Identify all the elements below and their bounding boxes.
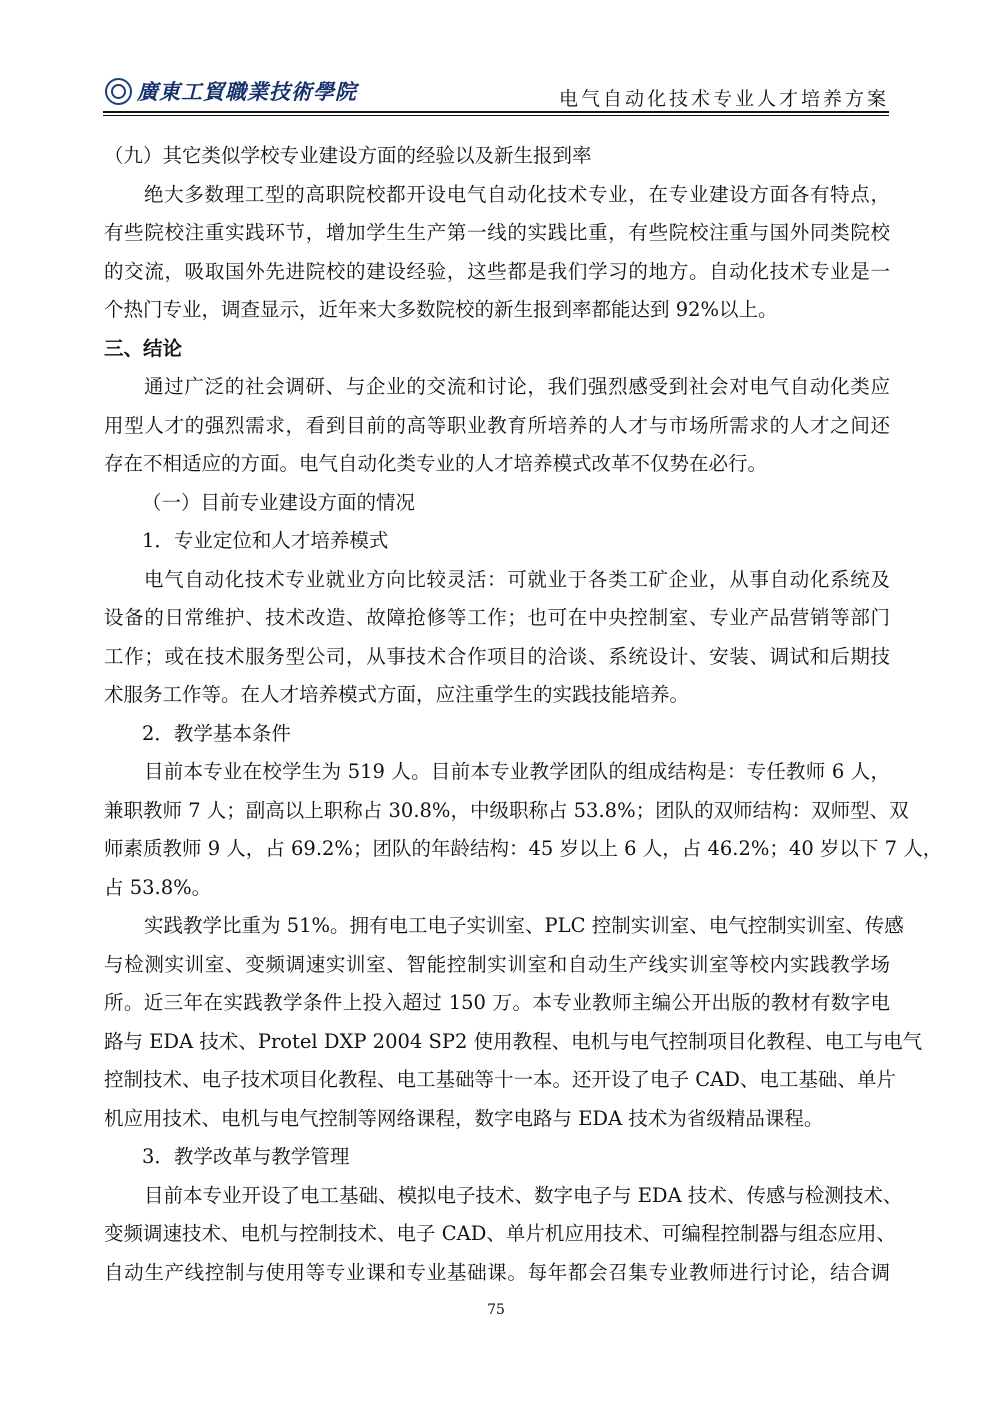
page-number: 75 — [487, 1302, 505, 1318]
page-body — [104, 137, 943, 1292]
school-logo-icon — [105, 78, 132, 105]
paragraph-line: 目前本专业在校学生为 519 人。目前本专业教学团队的组成结构是：专任教师 6 人， — [144, 760, 890, 783]
document-title: 电气自动化技术专业人才培养方案 — [558, 88, 889, 110]
paragraph-line: 与检测实训室、变频调速实训室、智能控制实训室和自动生产线实训室等校内实践教学场 — [104, 952, 890, 976]
item-heading-2: 2．教学基本条件 — [142, 721, 291, 745]
subheading-1: （一）目前专业建设方面的情况 — [142, 490, 416, 514]
paragraph-line: 绝大多数理工型的高职院校都开设电气自动化技术专业，在专业建设方面各有特点， — [144, 182, 890, 206]
paragraph-line: 路与 EDA 技术、Protel DXP 2004 SP2 使用教程、电机与电气控制项目化教程、电工与电气 — [104, 1029, 923, 1053]
item-heading-3: 3．教学改革与教学管理 — [142, 1145, 350, 1168]
paragraph-line: 目前本专业开设了电工基础、模拟电子技术、数字电子与 EDA 技术、传感与检测技术、 — [144, 1183, 903, 1207]
paragraph-line: 用型人才的强烈需求，看到目前的高等职业教育所培养的人才与市场所需求的人才之间还 — [104, 413, 890, 437]
paragraph-line: 控制技术、电子技术项目化教程、电工基础等十一本。还开设了电子 CAD、电工基础、单片 — [104, 1068, 896, 1091]
paragraph-line: 个热门专业，调查显示，近年来大多数院校的新生报到率都能达到 92%以上。 — [104, 298, 778, 321]
paragraph-line: 师素质教师 9 人，占 69.2%；团队的年龄结构：45 岁以上 6 人，占 46.2%；40 岁以下 7 人， — [104, 837, 943, 860]
school-name: 廣東工貿職業技術學院 — [137, 79, 357, 104]
paragraph-line: 兼职教师 7 人；副高以上职称占 30.8%，中级职称占 53.8%；团队的双师结构：双师型、双 — [104, 798, 909, 822]
item-heading-1: 1．专业定位和人才培养模式 — [142, 529, 389, 552]
page-header — [103, 72, 889, 114]
paragraph-line: 存在不相适应的方面。电气自动化类专业的人才培养模式改革不仅势在必行。 — [104, 452, 768, 475]
paragraph-line: 实践教学比重为 51%。拥有电工电子实训室、PLC 控制实训室、电气控制实训室、传感 — [144, 914, 904, 937]
paragraph-line: 电气自动化技术专业就业方向比较灵活：可就业于各类工矿企业，从事自动化系统及 — [144, 567, 890, 591]
paragraph-line: 有些院校注重实践环节，增加学生生产第一线的实践比重，有些院校注重与国外同类院校 — [104, 221, 890, 244]
paragraph-line: 的交流，吸取国外先进院校的建设经验，这些都是我们学习的地方。自动化技术专业是一 — [104, 259, 890, 283]
paragraph-line: 机应用技术、电机与电气控制等网络课程，数字电路与 EDA 技术为省级精品课程。 — [104, 1106, 824, 1130]
section-heading-conclusion: 三、结论 — [104, 336, 183, 360]
paragraph-line: 通过广泛的社会调研、与企业的交流和讨论，我们强烈感受到社会对电气自动化类应 — [144, 375, 890, 398]
paragraph-line: 设备的日常维护、技术改造、故障抢修等工作；也可在中央控制室、专业产品营销等部门 — [104, 606, 890, 629]
paragraph-line: 占 53.8%。 — [104, 875, 212, 899]
paragraph-line: 术服务工作等。在人才培养模式方面，应注重学生的实践技能培养。 — [104, 683, 690, 706]
paragraph-line: 变频调速技术、电机与控制技术、电子 CAD、单片机应用技术、可编程控制器与组态应用、 — [104, 1222, 896, 1245]
header-rule-thin — [103, 115, 889, 116]
subheading-9: （九）其它类似学校专业建设方面的经验以及新生报到率 — [104, 144, 592, 167]
paragraph-line: 自动生产线控制与使用等专业课和专业基础课。每年都会召集专业教师进行讨论，结合调 — [104, 1260, 890, 1284]
paragraph-line: 所。近三年在实践教学条件上投入超过 150 万。本专业教师主编公开出版的教材有数字电 — [104, 991, 890, 1014]
paragraph-line: 工作；或在技术服务型公司，从事技术合作项目的洽谈、系统设计、安装、调试和后期技 — [104, 644, 890, 668]
header-rule — [103, 111, 889, 113]
